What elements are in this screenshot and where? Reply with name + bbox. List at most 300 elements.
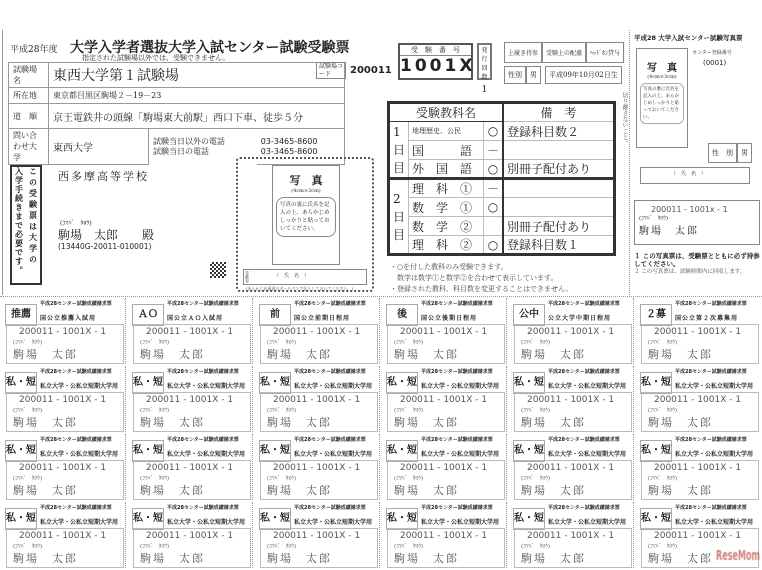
ticket-id-card xyxy=(260,324,378,364)
ticket-purpose: 私立大学・公私立短期大学用 xyxy=(167,383,246,390)
ticket-type-badge: 私・短 xyxy=(513,372,545,394)
ticket-type-badge: 私・短 xyxy=(5,508,37,530)
score-request-ticket xyxy=(383,298,507,364)
subject-note: 別冊子配付あり xyxy=(503,217,614,236)
name: 駒場 太郎 xyxy=(648,348,713,361)
name: 駒場 太郎 xyxy=(521,348,586,361)
ticket-purpose: 私立大学・公私立短期大学用 xyxy=(548,451,627,458)
ticket-id-card xyxy=(641,324,759,364)
ticket-id-card xyxy=(514,460,632,500)
ticket-id-card xyxy=(641,460,759,500)
score-request-ticket xyxy=(2,434,126,500)
kana-name: (ｺﾏﾊﾞ ﾀﾛｳ) xyxy=(13,476,43,482)
photo-area xyxy=(236,157,374,292)
name: 駒場 太郎 xyxy=(267,348,332,361)
score-request-ticket xyxy=(256,434,380,500)
venue-code: 200011 xyxy=(350,65,392,76)
score-request-ticket xyxy=(637,298,761,364)
name: 駒場 太郎 xyxy=(521,552,586,565)
photo-label: 写 真 xyxy=(289,174,323,187)
name: 駒場 太郎 xyxy=(648,484,713,497)
subject-row xyxy=(389,179,615,198)
name: 駒場 太郎 xyxy=(13,416,78,429)
subject-name: 理 科 ① xyxy=(409,179,484,198)
score-request-tickets xyxy=(0,298,762,570)
ticket-type-badge: 私・短 xyxy=(513,508,545,530)
ticket-id-card xyxy=(6,324,124,364)
ticket-header: 平成28センター試験成績請求票 xyxy=(40,437,112,443)
examinee-id: (13440G-20011-010001) xyxy=(58,242,152,251)
id-number: 200011 - 1001X - 1 xyxy=(400,395,488,405)
remarks-header: 備 考 xyxy=(503,103,614,122)
ticket-header: 平成28センター試験成績請求票 xyxy=(548,301,620,307)
route: 京王電鉄井の頭線「駒場東大前駅」西口下車、徒歩５分 xyxy=(49,104,345,129)
ticket-type-badge: 私・短 xyxy=(132,508,164,530)
photo-note: 写真の裏に氏名を記入の上、あらかじめしっかりと貼っておいてください。 xyxy=(276,197,336,237)
subject-mark: ○ xyxy=(484,236,504,255)
subject-note xyxy=(503,179,614,198)
name: 駒場 太郎 xyxy=(394,348,459,361)
photo-card-note: １ この写真票は、受験票とともに必ず持参してください。 xyxy=(634,252,760,268)
contact-university: 東西大学 xyxy=(49,129,149,165)
ticket-purpose: 私立大学・公私立短期大学用 xyxy=(167,519,246,526)
ticket-id-card xyxy=(387,460,505,500)
ticket-purpose: 私立大学・公私立短期大学用 xyxy=(421,383,500,390)
subject-name: 理 科 ② xyxy=(409,236,484,255)
label: 受験者 xyxy=(245,271,250,283)
ticket-type-badge: 私・短 xyxy=(132,440,164,462)
photo-card-photo xyxy=(636,48,688,148)
kana-name: (ｺﾏﾊﾞ ﾀﾛｳ) xyxy=(140,544,170,550)
label: 性 別 xyxy=(708,143,737,163)
ticket-header: 平成28センター試験成績請求票 xyxy=(294,505,366,511)
subject-name: 地理歴史、公民 xyxy=(409,122,484,141)
ticket-type-badge: ＡＯ xyxy=(132,304,164,326)
name: 駒場 太郎 xyxy=(140,552,205,565)
score-request-ticket xyxy=(2,366,126,432)
option: ﾍｯﾄﾞﾎﾝ貸与 xyxy=(586,42,624,63)
venue-notice: 指定された試験場以外では、受験できません。 xyxy=(82,54,230,62)
ticket-header: 平成28センター試験成績請求票 xyxy=(421,301,493,307)
ticket-id-card xyxy=(6,460,124,500)
photo-size: (4cm×3cm) xyxy=(647,74,677,80)
note: ・○を付した教科のみ受験できます。 xyxy=(390,263,508,271)
ticket-purpose: 私立大学・公私立短期大学用 xyxy=(167,451,246,458)
id-number: 200011 - 1001X - 1 xyxy=(400,531,488,541)
label: 道 順 xyxy=(9,104,49,129)
ticket-purpose: 国公立後期日程用 xyxy=(421,315,478,322)
name-field[interactable]: （ 氏 名 ） xyxy=(243,269,367,285)
ticket-header: 平成28センター試験成績請求票 xyxy=(675,301,747,307)
id-number: 200011 - 1001x - 1 xyxy=(651,205,728,214)
kana-name: (ｺﾏﾊﾞ ﾀﾛｳ) xyxy=(140,340,170,346)
code-label: 試験場コード xyxy=(316,62,346,79)
phone-exam-day: 03-3465-8600 xyxy=(260,146,318,156)
name: 駒場 太郎 xyxy=(267,552,332,565)
subject-row xyxy=(389,198,615,217)
ticket-header: 平成28センター試験成績請求票 xyxy=(548,437,620,443)
ticket-header: 平成28センター試験成績請求票 xyxy=(421,369,493,375)
subject-mark xyxy=(484,217,504,236)
name: 駒場 太郎 xyxy=(267,484,332,497)
id-number: 200011 - 1001X - 1 xyxy=(273,395,361,405)
id-number: 200011 - 1001X - 1 xyxy=(654,463,742,473)
subject-name: 数 学 ② xyxy=(409,217,484,236)
option: 上履き持参 xyxy=(504,42,542,63)
option: 受験上の配慮 xyxy=(542,42,586,63)
ticket-header: 平成28センター試験成績請求票 xyxy=(675,369,747,375)
kana-name: (ｺﾏﾊﾞ ﾀﾛｳ) xyxy=(521,340,551,346)
score-request-ticket xyxy=(129,502,253,568)
id-number: 200011 - 1001X - 1 xyxy=(273,327,361,337)
ticket-header: 平成28センター試験成績請求票 xyxy=(167,301,239,307)
ticket-header: 平成28センター試験成績請求票 xyxy=(548,505,620,511)
label: 発行回数 xyxy=(481,47,488,81)
address: 東京都目黒区駒場２－19－23 xyxy=(49,88,345,104)
score-request-ticket xyxy=(129,366,253,432)
id-number: 200011 - 1001X - 1 xyxy=(527,327,615,337)
sex: 男 xyxy=(526,66,541,84)
subject-row xyxy=(389,141,615,160)
ticket-id-card xyxy=(260,460,378,500)
ticket-header: 平成28センター試験成績請求票 xyxy=(675,505,747,511)
venue-info-table xyxy=(8,62,345,165)
ticket-type-badge: 私・短 xyxy=(386,508,418,530)
subject-name: 外 国 語 xyxy=(409,160,484,179)
ticket-id-card xyxy=(133,392,251,432)
label: 受 験 番 号 xyxy=(400,45,471,56)
birth-date: 平成09年10月02日生 xyxy=(545,66,622,84)
ticket-type-badge: 前 xyxy=(259,304,291,326)
ticket-header: 平成28センター試験成績請求票 xyxy=(294,369,366,375)
ticket-purpose: 私立大学・公私立短期大学用 xyxy=(40,451,119,458)
ticket-type-badge: 私・短 xyxy=(386,440,418,462)
kana-name: (ｺﾏﾊﾞ ﾀﾛｳ) xyxy=(140,476,170,482)
ticket-type-badge: 私・短 xyxy=(386,372,418,394)
kana-name: (ｺﾏﾊﾞ ﾀﾛｳ) xyxy=(13,340,43,346)
subject-mark: ○ xyxy=(484,160,504,179)
name: 駒場 太郎 xyxy=(13,348,78,361)
id-number: 200011 - 1001X - 1 xyxy=(19,327,107,337)
kana-name: (ｺﾏﾊﾞ ﾀﾛｳ) xyxy=(648,544,678,550)
ticket-type-badge: 私・短 xyxy=(132,372,164,394)
page-title: 大学入学者選抜大学入試センター試験受験票 xyxy=(70,40,350,56)
day-label xyxy=(389,122,409,179)
id-number: 200011 - 1001X - 1 xyxy=(19,463,107,473)
id-number: 200011 - 1001X - 1 xyxy=(654,395,742,405)
name: 駒場 太郎 xyxy=(648,552,713,565)
ticket-header: 平成28センター試験成績請求票 xyxy=(421,437,493,443)
subject-mark: ○ xyxy=(484,122,504,141)
kana-name: (ｺﾏﾊﾞ ﾀﾛｳ) xyxy=(394,476,424,482)
name: 駒場 太郎 xyxy=(521,416,586,429)
name: 駒場 太郎 xyxy=(140,484,205,497)
id-number: 200011 - 1001X - 1 xyxy=(527,395,615,405)
examinee-name: 駒場 太郎 殿 xyxy=(58,228,155,242)
notice-line: 入学手続きまで必要です。 xyxy=(14,167,24,275)
ticket-type-badge: 公中 xyxy=(513,304,545,326)
ticket-id-card xyxy=(387,392,505,432)
score-request-ticket xyxy=(510,298,634,364)
ticket-id-card xyxy=(514,324,632,364)
photo-card-id xyxy=(634,200,760,245)
subjects-table xyxy=(387,101,616,256)
ticket-header: 平成28センター試験成績請求票 xyxy=(675,437,747,443)
center-number: (0001) xyxy=(703,59,727,67)
name: 駒場 太郎 xyxy=(140,348,205,361)
score-request-ticket xyxy=(510,502,634,568)
ticket-id-card xyxy=(260,392,378,432)
kana-name: (ｺﾏﾊﾞ ﾀﾛｳ) xyxy=(13,408,43,414)
ticket-type-badge: 私・短 xyxy=(5,372,37,394)
ticket-id-card xyxy=(641,392,759,432)
id-number: 200011 - 1001X - 1 xyxy=(19,395,107,405)
ticket-purpose: 私立大学・公私立短期大学用 xyxy=(294,451,373,458)
subject-row xyxy=(389,160,615,179)
id-number: 200011 - 1001X - 1 xyxy=(146,463,234,473)
ticket-header: 平成28センター試験成績請求票 xyxy=(40,301,112,307)
score-request-ticket xyxy=(510,366,634,432)
kana-name: (ｺﾏﾊﾞ ﾀﾛｳ) xyxy=(267,408,297,414)
vertical-notice xyxy=(10,165,42,285)
ticket-header: 平成28センター試験成績請求票 xyxy=(167,505,239,511)
subject-notes xyxy=(390,262,572,295)
issue-box xyxy=(477,43,492,95)
score-request-ticket xyxy=(510,434,634,500)
kana-name: (ｺﾏﾊﾞ ﾀﾛｳ) xyxy=(394,408,424,414)
ticket-purpose: 国公立ＡＯ入試用 xyxy=(167,315,224,322)
ticket-purpose: 私立大学・公私立短期大学用 xyxy=(40,383,119,390)
label: 性別 xyxy=(504,66,526,84)
ticket-purpose: 私立大学・公私立短期大学用 xyxy=(548,383,627,390)
score-request-ticket xyxy=(256,298,380,364)
ticket-type-badge: 私・短 xyxy=(640,372,672,394)
score-request-ticket xyxy=(256,366,380,432)
school-name: 西多摩高等学校 xyxy=(58,170,149,183)
score-request-ticket xyxy=(2,298,126,364)
id-number: 200011 - 1001X - 1 xyxy=(400,463,488,473)
name-field[interactable]: （ 氏 名 ） xyxy=(640,167,750,184)
id-number: 200011 - 1001X - 1 xyxy=(527,463,615,473)
ticket-purpose: 私立大学・公私立短期大学用 xyxy=(294,519,373,526)
score-request-ticket xyxy=(256,502,380,568)
name: 駒場 太郎 xyxy=(394,484,459,497)
notice-line: この受験票は大学の xyxy=(28,167,38,266)
subject-note: 登録科目数２ xyxy=(503,122,614,141)
kana-name: (ｺﾏﾊﾞ ﾀﾛｳ) xyxy=(639,216,669,222)
subject-mark: － xyxy=(484,141,504,160)
label: 所在地 xyxy=(9,88,49,104)
ticket-type-badge: 私・短 xyxy=(5,440,37,462)
id-number: 200011 - 1001X - 1 xyxy=(654,531,742,541)
ticket-type-badge: ２募 xyxy=(640,304,672,326)
kana-name: (ｺﾏﾊﾞ ﾀﾛｳ) xyxy=(648,408,678,414)
ticket-purpose: 私立大学・公私立短期大学用 xyxy=(675,383,754,390)
day-char: 日 xyxy=(393,142,406,157)
subjects-header: 受験教科名 xyxy=(389,103,504,122)
ticket-purpose: 私立大学・公私立短期大学用 xyxy=(675,519,754,526)
options xyxy=(504,42,624,63)
subject-note xyxy=(503,141,614,160)
ticket-purpose: 私立大学・公私立短期大学用 xyxy=(294,383,373,390)
fold-text: 切り離さないこと。 xyxy=(621,92,628,146)
subject-note: 登録科目数１ xyxy=(503,236,614,255)
subject-note: 別冊子配付あり xyxy=(503,160,614,179)
kana-name: (ｺﾏﾊﾞ ﾀﾛｳ) xyxy=(648,340,678,346)
score-request-ticket xyxy=(129,434,253,500)
cut-line xyxy=(0,296,762,297)
name: 駒場 太郎 xyxy=(394,416,459,429)
ticket-type-badge: 推薦 xyxy=(5,304,37,326)
kana-name: (ｺﾏﾊﾞ ﾀﾛｳ) xyxy=(394,340,424,346)
kana-name: (ｺﾏﾊﾞ ﾀﾛｳ) xyxy=(521,476,551,482)
subject-mark: － xyxy=(484,179,504,198)
photo-label: 写 真 xyxy=(647,63,677,74)
fold-line xyxy=(629,30,630,295)
day-label xyxy=(389,179,409,255)
exam-number-box xyxy=(398,43,476,80)
name: 駒場 太郎 xyxy=(267,416,332,429)
ticket-id-card xyxy=(133,460,251,500)
ticket-type-badge: 私・短 xyxy=(259,440,291,462)
note: ・登録された教科、科目数を変更することはできません。 xyxy=(390,285,573,293)
score-request-ticket xyxy=(129,298,253,364)
ticket-id-card xyxy=(133,528,251,568)
ticket-type-badge: 私・短 xyxy=(640,440,672,462)
id-number: 200011 - 1001X - 1 xyxy=(146,531,234,541)
subject-name: 数 学 ① xyxy=(409,198,484,217)
id-number: 200011 - 1001X - 1 xyxy=(146,395,234,405)
id-number: 200011 - 1001X - 1 xyxy=(146,327,234,337)
ticket-id-card xyxy=(387,324,505,364)
id-number: 200011 - 1001X - 1 xyxy=(19,531,107,541)
photo-card-title: 平成28 大学入試センター試験写真票 xyxy=(634,34,743,42)
day-char: 1 xyxy=(393,124,401,139)
photo-note: 写真の裏に氏名を記入の上、あらかじめしっかりと貼っておいてください。 xyxy=(640,83,684,124)
watermark-logo xyxy=(716,547,760,565)
name: 駒場 太郎 xyxy=(13,552,78,565)
day-char: 2 xyxy=(393,191,401,206)
day-char: 日 xyxy=(393,209,406,224)
score-request-ticket xyxy=(637,434,761,500)
ticket-id-card xyxy=(260,528,378,568)
score-request-ticket xyxy=(383,366,507,432)
photo-card-note: ２ この写真票は、試験時間内に回収します。 xyxy=(634,269,746,275)
ticket-type-badge: 私・短 xyxy=(259,372,291,394)
kana-name: (ｺﾏﾊﾞ ﾀﾛｳ) xyxy=(60,220,92,227)
kana-name: (ｺﾏﾊﾞ ﾀﾛｳ) xyxy=(521,408,551,414)
label: 試験当日の電話 xyxy=(153,146,209,156)
sex-birth xyxy=(504,66,622,84)
phone-other-days: 03-3465-8600 xyxy=(260,136,318,146)
name: 駒場 太郎 xyxy=(140,416,205,429)
day-char: 目 xyxy=(393,160,406,175)
photo-size: (4cm×3cm) xyxy=(291,188,321,194)
ticket-header: 平成28センター試験成績請求票 xyxy=(548,369,620,375)
label: 問い合わせ大学 xyxy=(9,129,49,165)
ticket-type-badge: 後 xyxy=(386,304,418,326)
ticket-id-card xyxy=(6,528,124,568)
subject-row xyxy=(389,217,615,236)
score-request-ticket xyxy=(2,502,126,568)
label: 試験当日以外の電話 xyxy=(153,136,225,146)
day-char: 目 xyxy=(393,227,406,242)
id-number: 200011 - 1001X - 1 xyxy=(273,531,361,541)
ticket-id-card xyxy=(6,392,124,432)
subject-mark: ○ xyxy=(484,198,504,217)
kana-name: (ｺﾏﾊﾞ ﾀﾛｳ) xyxy=(267,544,297,550)
sex: 男 xyxy=(737,143,752,163)
subject-name: 国 語 xyxy=(409,141,484,160)
name: 駒場 太郎 xyxy=(648,416,713,429)
exam-number: 1001X xyxy=(400,56,476,76)
ticket-id-card xyxy=(133,324,251,364)
ticket-header: 平成28センター試験成績請求票 xyxy=(167,369,239,375)
label: センター登録番号 xyxy=(692,50,732,56)
subject-row xyxy=(389,122,615,141)
photo-foot: (あらかじめ裏面のボールペンで記入しておいてください。) xyxy=(246,286,354,291)
kana-name: (ｺﾏﾊﾞ ﾀﾛｳ) xyxy=(13,544,43,550)
id-number: 200011 - 1001X - 1 xyxy=(273,463,361,473)
year: 平成28年度 xyxy=(10,45,58,55)
score-request-ticket xyxy=(383,434,507,500)
name: 駒場 太郎 xyxy=(521,484,586,497)
score-request-ticket xyxy=(383,502,507,568)
ticket-id-card xyxy=(514,528,632,568)
id-number: 200011 - 1001X - 1 xyxy=(654,327,742,337)
issue-count: 1 xyxy=(481,85,488,95)
id-number: 200011 - 1001X - 1 xyxy=(400,327,488,337)
kana-name: (ｺﾏﾊﾞ ﾀﾛｳ) xyxy=(648,476,678,482)
photo-card-sex xyxy=(708,143,752,163)
ticket-purpose: 私立大学・公私立短期大学用 xyxy=(40,519,119,526)
ticket-purpose: 公立大学中期日程用 xyxy=(548,315,612,322)
ticket-purpose: 国公立推薦入試用 xyxy=(40,315,97,322)
ticket-header: 平成28センター試験成績請求票 xyxy=(294,301,366,307)
ticket-header: 平成28センター試験成績請求票 xyxy=(421,505,493,511)
ticket-purpose: 国公立前期日程用 xyxy=(294,315,351,322)
ticket-type-badge: 私・短 xyxy=(259,508,291,530)
note: 数学は数学①と数学②を合わせて表示しています。 xyxy=(390,274,558,282)
ticket-id-card xyxy=(387,528,505,568)
name: 駒場 太郎 xyxy=(639,226,699,237)
ticket-purpose: 私立大学・公私立短期大学用 xyxy=(421,519,500,526)
ticket-header: 平成28センター試験成績請求票 xyxy=(167,437,239,443)
score-request-ticket xyxy=(637,366,761,432)
ticket-purpose: 私立大学・公私立短期大学用 xyxy=(421,451,500,458)
ticket-type-badge: 私・短 xyxy=(513,440,545,462)
qr-code xyxy=(210,262,226,278)
ticket-purpose: 国公立第２次募集用 xyxy=(675,315,739,322)
kana-name: (ｺﾏﾊﾞ ﾀﾛｳ) xyxy=(394,544,424,550)
kana-name: (ｺﾏﾊﾞ ﾀﾛｳ) xyxy=(521,544,551,550)
kana-name: (ｺﾏﾊﾞ ﾀﾛｳ) xyxy=(140,408,170,414)
ticket-header: 平成28センター試験成績請求票 xyxy=(40,505,112,511)
name: 駒場 太郎 xyxy=(13,484,78,497)
ticket-id-card xyxy=(514,392,632,432)
subject-note xyxy=(503,198,614,217)
name: 駒場 太郎 xyxy=(394,552,459,565)
ticket-header: 平成28センター試験成績請求票 xyxy=(294,437,366,443)
subject-row xyxy=(389,236,615,255)
kana-name: (ｺﾏﾊﾞ ﾀﾛｳ) xyxy=(267,340,297,346)
photo-card-notes xyxy=(634,252,761,276)
id-number: 200011 - 1001X - 1 xyxy=(527,531,615,541)
ticket-header: 平成28センター試験成績請求票 xyxy=(40,369,112,375)
ticket-purpose: 私立大学・公私立短期大学用 xyxy=(548,519,627,526)
venue-name: 東西大学第１試験場 xyxy=(49,63,345,88)
kana-name: (ｺﾏﾊﾞ ﾀﾛｳ) xyxy=(267,476,297,482)
